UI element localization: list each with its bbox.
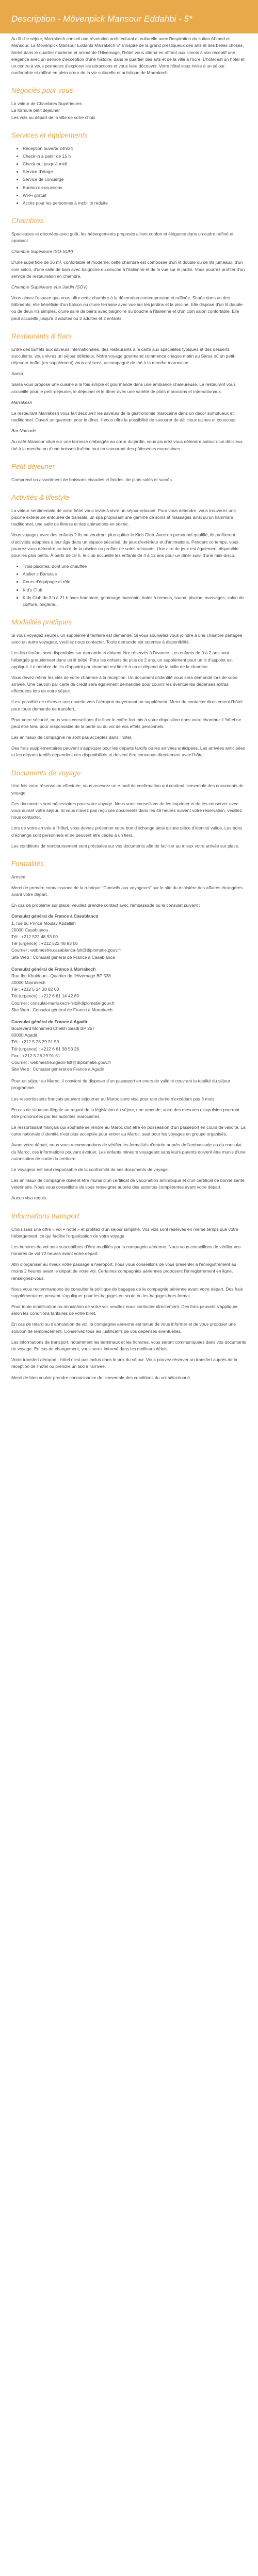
negocies-line: La valeur de Chambres Supérieures — [11, 101, 82, 107]
consulate-line: Tél (urgence) : +212 6 61 14 42 89 — [11, 993, 79, 999]
transport-paragraph: Pour toute modification ou annulation de votre vol, veuillez nous contacter directement. Des frais peuvent s'appliquer selon les conditions tarifaires de votre billet. — [11, 1304, 238, 1316]
modalites-heading: Modalités pratiques — [11, 618, 72, 626]
room-superieure-text: D'une superficie de 36 m², confortable et moderne, cette chambre est composée d'un lit double ou de lits jumeaux, d'un coin salon, d'une salle de bain avec baignoire ou douche à l'italienne et de la vue sur le jardin. Vous pourrez profiter d'un service de restauration en chambre. — [11, 260, 245, 279]
transport-paragraph: Afin d'organiser au mieux votre passage à l'aéroport, nous vous conseillons de vous présenter à l'enregistrement au moins 2 heures avant le départ de votre vol. Certaines compagnies aériennes proposent l'enregistrement en ligne, renseignez-vous. — [11, 1262, 236, 1281]
consulate-line: Rue Ibn Khaldoun - Quartier de l'Hivernage BP 538 — [11, 973, 111, 978]
petitdej-heading: Petit-déjeuner — [11, 462, 55, 470]
consulate-line: 20000 Casablanca — [11, 927, 48, 933]
modalites-paragraph: Vous devez retirer les clés de votre chambre à la réception. Un document d'identité vous sera demandé lors de votre arrivée. Une caution par carte de crédit sera également demandée pour couvrir les éventuelles dépenses extras effectuées lors de votre séjour. — [11, 674, 238, 694]
consulate-block — [11, 913, 247, 960]
restaurants-heading: Restaurants & Bars — [11, 332, 72, 340]
modalites-paragraph: Des frais supplémentaires peuvent s'appliquer pour les départs tardifs ou les arrivées anticipées. Les arrivées anticipées et les départs tardifs dépendent des disponibilités et doivent être convenus directement avec l'hôtel. — [11, 745, 245, 758]
consulate-line: Boulevard Mohamed Cheikh Saadi BP 267 — [11, 1026, 95, 1031]
room-jardin-text: Vous aimez l'espace que vous offre cette chambre à la décoration contemporaine et raffinée. Située dans un des bâtiments, elle bénéficie d'un balcon ou d'une terrasse avec vue sur les jardins et la piscine. Elle dispose d'un lit double ou de deux lits simples, d'une salle de bains avec baignoire ou douche à l'italienne et d'un coin salon confortable. Elle peut accueillir jusqu'à 3 adultes ou 2 adultes et 2 enfants. — [11, 295, 243, 321]
modalites-paragraph: Il est possible de réserver une navette vers l'aéroport moyennant un supplément. Merci de contacter directement l'hôtel pour toute demande de transfert. — [11, 699, 243, 711]
loisirs-heading: Activités & lifestyle — [11, 493, 69, 501]
loisirs-intro: La valeur sentimentale de votre hôtel vous invite à vivre un séjour relaxant. Pour vous détendre, vous trouverez une piscine extérieure entourée de transats, un spa proposant une gamme de soins et massages ainsi qu'un hammam traditionnel, une salle de fitness et des animations en soirée. — [11, 507, 236, 527]
chambres-heading: Chambres — [11, 217, 44, 225]
services-heading: Services et équipements — [11, 131, 88, 139]
services-item: • Service de concierge — [23, 176, 247, 183]
restaurant-marrakech-text: Le restaurant Marrakesh vous fait découvrir les saveurs de la gastronomie marocaine dans un décor somptueux et traditionnel. Ouvert uniquement pour le dîner, il vous offre la possibilité de savourer de délicieux tajines et couscous. — [11, 410, 237, 423]
services-item: • Check-out jusqu'à midi — [23, 161, 247, 167]
services-item: • Réception ouverte 24h/24 — [23, 145, 247, 152]
consulate-line: 40000 Marrakech — [11, 980, 46, 986]
consulate-line: Courriel : webmestre.agadir-fslt@diplomatie.gouv.fr — [11, 1059, 111, 1065]
formalites-lead: Arrivée — [11, 874, 25, 879]
transport-paragraph: Choisissez une offre « vol + hôtel » et profitez d'un séjour simplifié. Vos vols sont réservés en même temps que votre hébergement, ce qui facilite l'organisation de votre voyage. — [11, 1226, 238, 1239]
services-item: • Service d'étage — [23, 168, 247, 175]
documents-paragraph: Lors de votre arrivée à l'hôtel, vous devrez présenter votre bon d'échange ainsi qu'une pièce d'identité valide. Les bons d'échange sont personnels et ne peuvent être cédés à un tiers. — [11, 825, 243, 838]
transport-heading: Informations transport — [11, 1212, 79, 1220]
negocies-line: La formule petit déjeuner — [11, 108, 60, 113]
consulate-block — [11, 966, 247, 1013]
consulate-block — [11, 1019, 247, 1073]
consulate-line: Tél : +212 522 48 93 00 — [11, 934, 58, 939]
consulate-line: Tél : +212 5 28 29 91 50 — [11, 1039, 59, 1045]
formalites-after: Pour un séjour au Maroc, il convient de disposer d'un passeport en cours de validité couvrant la totalité du séjour programmé. — [11, 1078, 231, 1091]
formalites-after: Les animaux de compagnie doivent être munis d'un certificat de vaccination antirabique et d'un certificat de bonne santé vétérinaire. Nous vous conseillons de vous renseigner auprès des autorités compétentes avant votre départ. — [11, 1178, 245, 1190]
page-header — [0, 0, 258, 33]
modalites-paragraph: Si vous voyagez seul(e), un supplément tarifaire est demandé. Si vous souhaitez vous joindre à une chambre partagée avec un autre voyageur, veuillez nous contacter. Toute demande est soumise à disponibilité. — [11, 632, 243, 645]
modalites-paragraph: Les lits d'enfant sont disponibles sur demande et doivent être réservés à l'avance. Les enfants de 0 à 2 ans sont hébergés gratuitement dans un lit bébé. Pour les enfants de plus de 2 ans, un supplément pour un lit d'appoint est appliqué. Le nombre de lits d'appoint par chambre est limité à un et dépend de la taille de la chambre. — [11, 650, 233, 669]
loisirs-item: • Atelier « Barista » — [23, 571, 247, 578]
loisirs-second: Vous voyagez avec des enfants ? Ils ne voudront plus quitter le Kids Club. Avec un personnel qualifié, ils profiteront d'activités adaptées à leur âge dans un espace sécurisé, de jeux d'extérieur et d'animations. Pendant ce temps, vous pourrez vous détendre au bord de la piscine ou profiter de soins relaxants. Une aire de jeux est également disponible pour les plus petits. À partir de 18 h, le club accueille les enfants de 4 à 12 ans pour un dîner suivi d'une mini-disco. — [11, 532, 239, 558]
visa-note: Aucun visa requis — [11, 1195, 46, 1201]
restaurant-sarsa-title: Sarsa — [11, 371, 23, 377]
consulate-line: Courriel : webmestre.casablanca-fslt@diplomatie.gouv.fr — [11, 947, 121, 953]
documents-paragraph: Les conditions de remboursement sont précisées sur vos documents afin de faciliter au mieux votre arrivée sur place. — [11, 843, 239, 849]
services-item: • Wi-Fi gratuit — [23, 192, 247, 199]
consulate-name: Consulat général de France à Marrakech — [11, 966, 96, 972]
formalites-paragraph: Merci de prendre connaissance de la rubrique "Conseils aux voyageurs" sur le site du ministère des affaires étrangères avant votre départ. — [11, 885, 243, 897]
negocies-heading: Négociés pour vous — [11, 87, 73, 95]
bar-text: Au café Mansour situé sur une terrasse ombragée au cœur du jardin, vous pourrez vous détendre autour d'un délicieux thé à la menthe ou d'une boisson fraîche tout en savourant des pâtisseries marocaines. — [11, 439, 243, 451]
formalites-after: Le ressortissant français qui souhaite se rendre au Maroc doit être en possession d'un passeport en cours de validité. La carte nationale d'identité n'est plus acceptée pour entrer au Maroc, sauf pour les voyages en groupe organisés. — [11, 1125, 246, 1137]
services-list — [11, 145, 247, 207]
formalites-paragraph: En cas de problème sur place, veuillez prendre contact avec l'ambassade ou le consulat suivant : — [11, 903, 200, 908]
loisirs-item: • Kids Club de 3 h à 21 h avec hammam, gommage marocain, bains à remous, sauna, piscine, massages, salon de coiffure, onglerie... — [23, 595, 247, 608]
documents-paragraph: Une fois votre réservation effectuée, vous recevrez un e-mail de confirmation qui contient l'ensemble des documents de voyage. — [11, 783, 244, 795]
documents-heading: Documents de voyage — [11, 769, 81, 777]
consulate-line: Tél (urgence) : +212 6 61 38 53 28 — [11, 1046, 79, 1052]
restaurants-intro: Entre des buffets aux saveurs internationales, des restaurants à la carte aux spécialités typiques et des desserts succulents, vous vivrez un séjour délicieux. Notre voyage gourmand commence chaque matin au Sarsa où un petit-déjeuner buffet (en supplément) vous est servi, accompagné de thé à la menthe marocaine. — [11, 346, 236, 366]
page-title: Description - Mövenpick Mansour Eddahbi - 5* — [11, 14, 192, 24]
consulate-line: Courriel : consulat-marrakech-fslt@diplomatie.gouv.fr — [11, 1000, 115, 1006]
formalites-heading: Formalités — [11, 859, 44, 868]
restaurant-marrakech-title: Marrakesh — [11, 399, 33, 405]
chambres-intro: Spacieuses et décorées avec goût, les hébergements proposés allient confort et élégance dans un cadre raffiné et apaisant. — [11, 231, 234, 244]
transport-paragraph: Nous vous recommandons de consulter la politique de bagages de la compagnie aérienne avant votre départ. Des frais supplémentaires peuvent s'appliquer pour les bagages en soute ou les bagages hors format. — [11, 1286, 243, 1298]
loisirs-item: • Trois piscines, dont une chauffée — [23, 563, 247, 570]
loisirs-list — [11, 563, 247, 608]
modalites-paragraph: Pour votre sécurité, nous vous conseillons d'utiliser le coffre-fort mis à votre disposition dans votre chambre. L'hôtel ne peut être tenu pour responsable de la perte ou du vol de vos effets personnels. — [11, 717, 241, 729]
consulate-line: Tél : +212 5 24 38 82 00 — [11, 987, 59, 992]
consulate-name: Consulat général de France à Agadir — [11, 1019, 88, 1024]
description-content — [0, 33, 258, 1400]
consulate-line: 80000 Agadir — [11, 1032, 38, 1038]
transport-paragraph: Les informations de transport, notamment les terminaux et les horaires, vous seront communiquées dans vos documents de voyage. En cas de changement, vous serez informé dans les meilleurs délais. — [11, 1339, 246, 1351]
petitdej-text: Comprend un assortiment de boissons chaudes et froides, de plats salés et sucrés. — [11, 477, 173, 482]
transport-paragraph: En cas de retard ou d'annulation de vol, la compagnie aérienne est tenue de vous informer et de vous proposer une solution de remplacement. Conservez tous les justificatifs de vos dépenses éventuelles. — [11, 1321, 236, 1334]
formalites-after: Le voyageur est seul responsable de la conformité de ses documents de voyage. — [11, 1166, 169, 1172]
documents-paragraph: Ces documents sont nécessaires pour votre voyage. Nous vous conseillons de les imprimer et de les conserver avec vous durant votre séjour. Si vous n'avez pas reçu ces documents dans les 48 heures suivant votre réservation, veuillez nous contacter. — [11, 801, 242, 820]
consulate-line: Site Web : Consulat général de France à Agadir — [11, 1066, 104, 1072]
loisirs-item: • Cours d'équipage et rôle — [23, 579, 247, 585]
consulate-line: Tél (urgence) : +212 522 48 93 00 — [11, 941, 78, 946]
modalites-paragraph: Les animaux de compagnie ne sont pas acceptés dans l'hôtel. — [11, 735, 133, 740]
services-item: • Bureau d'excursions — [23, 184, 247, 191]
room-jardin-title: Chambre Supérieure Vue Jardin (SOV) — [11, 284, 88, 290]
transport-paragraph: Merci de bien vouloir prendre connaissance de l'ensemble des conditions du vol sélectionné. — [11, 1375, 191, 1380]
consulate-name: Consulat général de France à Casablanca — [11, 913, 99, 919]
formalites-after: Les ressortissants français peuvent séjourner au Maroc sans visa pour une durée n'excédant pas 3 mois. — [11, 1096, 216, 1101]
restaurant-sarsa-text: Sarsa vous propose une cuisine à la fois simple et gourmande dans une ambiance chaleureuse. Le restaurant vous accueille pour le petit-déjeuner, le déjeuner et le dîner avec une variété de plats marocains et internationaux. — [11, 382, 236, 394]
formalites-after: En cas de situation illégale au regard de la législation du séjour, une amende, voire des mesures d'expulsion pourront être prononcées par les autorités marocaines. — [11, 1107, 240, 1119]
negocies-line: Les vols au départ de la ville de votre choix — [11, 114, 95, 120]
services-item: • Check-in à partir de 15 h — [23, 153, 247, 160]
transport-paragraph: Les horaires de vol sont susceptibles d'être modifiés par la compagnie aérienne. Nous vous conseillons de vérifier vos horaires de vol 72 heures avant votre départ. — [11, 1244, 241, 1257]
formalites-after: Avant votre départ, nous vous recommandons de vérifier les formalités d'entrée auprès de l'ambassade ou du consulat du Maroc, ces informations pouvant évoluer. Les enfants mineurs voyageant sans leurs parents doivent être munis d'une autorisation de sortie du territoire. — [11, 1142, 246, 1161]
room-superieure-title: Chambre Supérieure (SO-SUP) — [11, 249, 73, 255]
consulate-line: Site Web : Consulat général de France à Marrakech — [11, 1007, 112, 1012]
consulate-line: 1, rue du Prince Moulay Abdallah — [11, 920, 76, 926]
bar-title: Bar Nomade — [11, 428, 36, 434]
transport-paragraph: Votre transfert aéroport - hôtel n'est pas inclus dans le prix du séjour. Vous pouvez réserver un transfert auprès de la réception de l'hôtel ou prendre un taxi à l'arrivée. — [11, 1357, 237, 1369]
intro-paragraph: Au fil d'le séjour, Marrakech conseil une révolution architectural et culturelle avec l'inspiration du sultan Ahmed el Mansour. La Mövenpick Mansour Eddahbi Marrakech 5* s'inspire de la grand prestiqueux des arts et des belles choses. Niché dans le quartier moderne et animé de l'Hivernage, l'hôtel vous attend en offrant aux clients à son réceptif une élégance avec un service d'exception d'une histoire, dans le quartier des arts et de la ville à l'ocre. L'hôtel est un hôtel et un centre à vous permettre d'explorer les attractions et vous faire découvrir. Votre hôtel vous invite à un séjour confortable et raffiné en plein cœur de la vie culturelle et artistique de Marrakech. — [11, 36, 245, 76]
services-item: • Accès pour les personnes à mobilité réduite — [23, 200, 247, 207]
consulate-line: Fax : +212 5 28 29 91 51 — [11, 1053, 60, 1058]
loisirs-item: • Kid's Club — [23, 587, 247, 594]
consulate-line: Site Web : Consulat général de France à Casablanca — [11, 954, 115, 960]
